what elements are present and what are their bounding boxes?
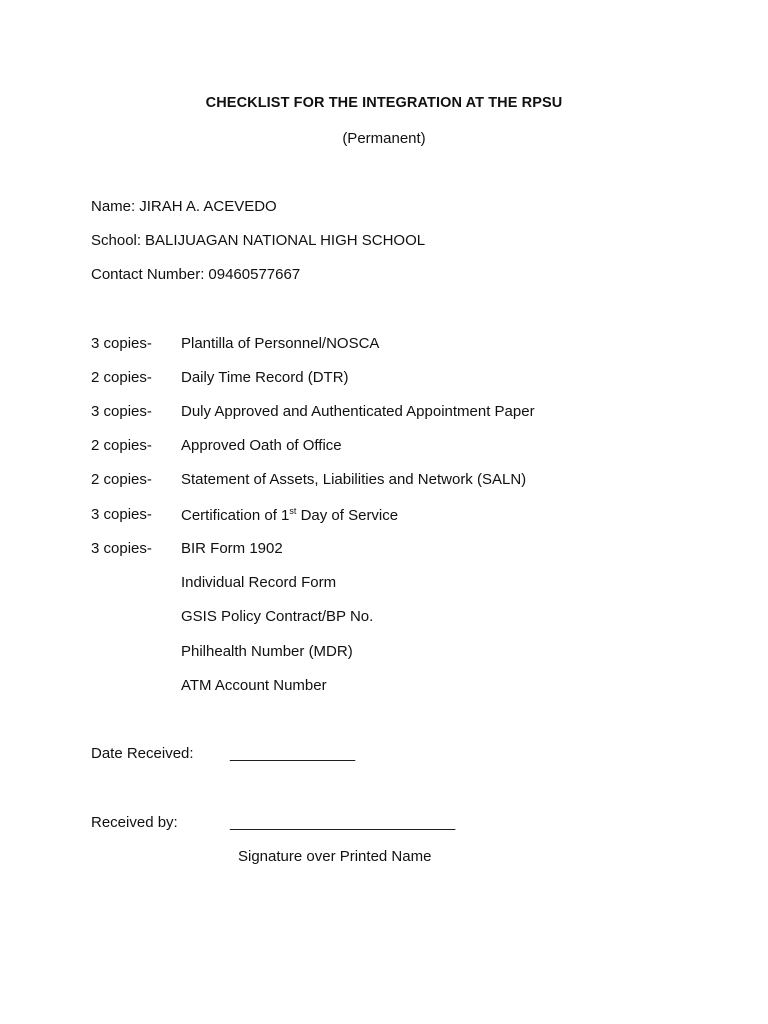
- received-by-line: ___________________________: [230, 814, 456, 831]
- document-name: Plantilla of Personnel/NOSCA: [181, 335, 380, 352]
- document-name: Certification of 1st Day of Service: [181, 506, 399, 524]
- document-name: ATM Account Number: [181, 677, 327, 694]
- list-item: [91, 335, 731, 355]
- list-item: [91, 403, 731, 423]
- copies-count: 2 copies-: [91, 437, 152, 454]
- document-name: Daily Time Record (DTR): [181, 369, 349, 386]
- signature-caption: Signature over Printed Name: [238, 848, 432, 865]
- copies-count: 3 copies-: [91, 335, 152, 352]
- name-value: JIRAH A. ACEVEDO: [139, 198, 277, 215]
- copies-count: 2 copies-: [91, 369, 152, 386]
- list-item: [91, 437, 731, 457]
- list-item: [91, 540, 731, 560]
- list-item: [91, 471, 731, 491]
- document-name: Approved Oath of Office: [181, 437, 342, 454]
- document-title: CHECKLIST FOR THE INTEGRATION AT THE RPSU: [205, 95, 563, 111]
- copies-count: 3 copies-: [91, 403, 152, 420]
- copies-count: 2 copies-: [91, 471, 152, 488]
- list-item: [91, 608, 731, 628]
- document-name: Individual Record Form: [181, 574, 337, 591]
- name-label: Name:: [91, 198, 136, 215]
- copies-count: 3 copies-: [91, 540, 152, 557]
- school-value: BALIJUAGAN NATIONAL HIGH SCHOOL: [145, 232, 426, 249]
- received-by-label: Received by:: [91, 814, 178, 831]
- date-received-label: Date Received:: [91, 745, 194, 762]
- document-name: Philhealth Number (MDR): [181, 643, 353, 660]
- school-field: [91, 232, 425, 249]
- date-received-field: [91, 745, 356, 762]
- contact-value: 09460577667: [208, 266, 301, 283]
- document-name: Duly Approved and Authenticated Appointment Paper: [181, 403, 535, 420]
- name-field: [91, 198, 277, 215]
- received-by-field: [91, 814, 456, 831]
- document-name: BIR Form 1902: [181, 540, 283, 557]
- school-label: School:: [91, 232, 142, 249]
- date-received-line: _______________: [230, 745, 356, 762]
- copies-count: 3 copies-: [91, 506, 152, 523]
- contact-label: Contact Number:: [91, 266, 205, 283]
- list-item: [91, 369, 731, 389]
- contact-field: [91, 266, 300, 283]
- list-item: [91, 574, 731, 594]
- document-name: Statement of Assets, Liabilities and Network (SALN): [181, 471, 527, 488]
- list-item: [91, 506, 731, 526]
- list-item: [91, 643, 731, 663]
- document-name: GSIS Policy Contract/BP No.: [181, 608, 374, 625]
- document-subtitle: (Permanent): [342, 130, 426, 147]
- list-item: [91, 677, 731, 697]
